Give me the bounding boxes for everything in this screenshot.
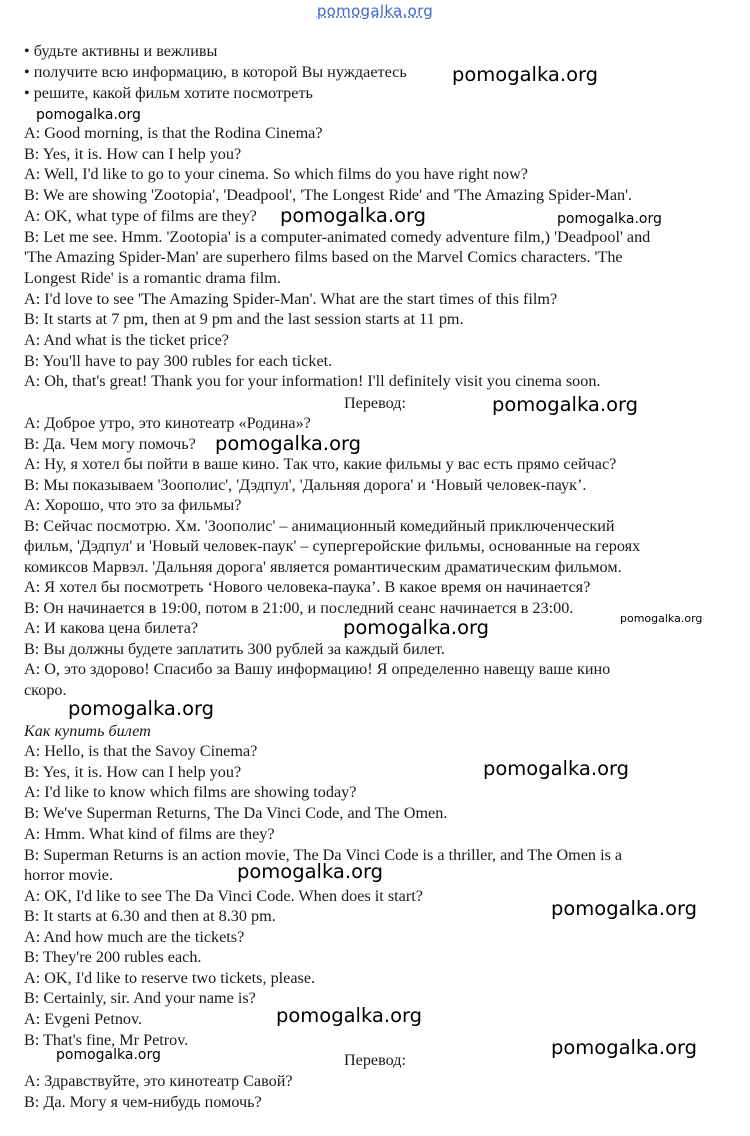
watermark: pomogalka.org [68,697,215,720]
dialogue-line: B: Let me see. Hmm. 'Zootopia' is a computer-animated comedy adventure film,) 'Deadpool' and [24,228,651,246]
dialogue-line: B: It starts at 7 pm, then at 9 pm and the last session starts at 11 pm. [24,310,464,328]
watermark: pomogalka.org [483,757,630,780]
dialogue-line: А: Доброе утро, это кинотеатр «Родина»? [24,414,311,432]
dialogue-line: B: Yes, it is. How can I help you? [24,145,242,163]
dialogue-line: A: OK, I'd like to see The Da Vinci Code. When does it start? [24,887,423,905]
dialogue-line: A: Well, I'd like to go to your cinema. So which films do you have right now? [24,165,528,183]
dialogue-line: A: OK, what type of films are they? [24,207,257,225]
bullet-line: • будьте активны и вежливы [24,42,218,60]
dialogue-line: A: OK, I'd like to reserve two tickets, please. [24,969,316,987]
watermark: pomogalka.org [492,393,639,416]
dialogue-line: В: Вы должны будете заплатить 300 рублей за каждый билет. [24,640,445,658]
dialogue-line: B: We are showing 'Zootopia', 'Deadpool', 'The Longest Ride' and 'The Amazing Spider-Man'. [24,186,633,204]
watermark: pomogalka.org [215,432,362,455]
translation-heading: Перевод: [343,1051,407,1069]
dialogue-line: Longest Ride' is a romantic drama film. [24,269,281,287]
watermark: pomogalka.org [551,897,698,920]
dialogue-line: horror movie. [24,866,114,884]
dialogue-line: B: Superman Returns is an action movie, The Da Vinci Code is a thriller, and The Omen is a [24,846,623,864]
site-header-link[interactable]: pomogalka.org [316,2,434,20]
watermark: pomogalka.org [276,1004,423,1027]
dialogue-line: А: Я хотел бы посмотреть ‘Нового человека-паука’. В какое время он начинается? [24,578,591,596]
dialogue-line: В: Мы показываем 'Зоополис', 'Дэдпул', 'Дальняя дорога' и ‘Новый человек-паук’. [24,476,587,494]
dialogue-line: A: And how much are the tickets? [24,928,245,946]
dialogue-line: B: That's fine, Mr Petrov. [24,1031,189,1049]
watermark: pomogalka.org [620,612,703,625]
dialogue-line: В: Да. Чем могу помочь? [24,435,196,453]
watermark: pomogalka.org [36,107,141,123]
dialogue-line: А: Здравствуйте, это кинотеатр Савой? [24,1072,293,1090]
dialogue-line: скоро. [24,681,67,699]
dialogue-line: B: Certainly, sir. And your name is? [24,989,256,1007]
dialogue-line: А: О, это здорово! Спасибо за Вашу информацию! Я определенно навещу ваше кино [24,660,611,678]
bullet-line: • решите, какой фильм хотите посмотреть [24,84,313,102]
dialogue-line: B: They're 200 rubles each. [24,948,202,966]
dialogue-line: A: Hmm. What kind of films are they? [24,825,275,843]
watermark: pomogalka.org [452,63,599,86]
dialogue-line: В: Он начинается в 19:00, потом в 21:00, и последний сеанс начинается в 23:00. [24,599,574,617]
watermark: pomogalka.org [557,211,662,227]
dialogue-line: A: I'd love to see 'The Amazing Spider-Man'. What are the start times of this film? [24,290,558,308]
dialogue-line: B: It starts at 6.30 and then at 8.30 pm. [24,907,276,925]
dialogue-line: A: I'd like to know which films are showing today? [24,783,357,801]
watermark: pomogalka.org [551,1036,698,1059]
dialogue-line: В: Сейчас посмотрю. Хм. 'Зоополис' – анимационный комедийный приключенческий [24,517,615,535]
dialogue-line: A: Good morning, is that the Rodina Cinema? [24,124,323,142]
dialogue-line: А: И какова цена билета? [24,619,199,637]
watermark: pomogalka.org [280,204,427,227]
section-heading: Как купить билет [24,722,151,740]
watermark: pomogalka.org [343,616,490,639]
dialogue-line: В: Да. Могу я чем-нибудь помочь? [24,1093,262,1111]
dialogue-line: 'The Amazing Spider-Man' are superhero films based on the Marvel Comics characters. 'The [24,248,623,266]
translation-heading: Перевод: [343,394,407,412]
dialogue-line: А: Хорошо, что это за фильмы? [24,496,242,514]
dialogue-line: A: Oh, that's great! Thank you for your information! I'll definitely visit you cinema soon. [24,372,601,390]
dialogue-line: A: And what is the ticket price? [24,331,229,349]
dialogue-line: A: Evgeni Petnov. [24,1010,143,1028]
dialogue-line: фильм, 'Дэдпул' и 'Новый человек-паук' – супергеройские фильмы, основанные на героях [24,537,641,555]
dialogue-line: B: Yes, it is. How can I help you? [24,763,242,781]
dialogue-line: B: We've Superman Returns, The Da Vinci Code, and The Omen. [24,804,448,822]
bullet-line: • получите всю информацию, в которой Вы нуждаетесь [24,63,407,81]
dialogue-line: A: Hello, is that the Savoy Cinema? [24,742,258,760]
dialogue-line: А: Ну, я хотел бы пойти в ваше кино. Так что, какие фильмы у вас есть прямо сейчас? [24,455,617,473]
dialogue-line: комиксов Марвэл. 'Дальняя дорога' является романтическим драматическим фильмом. [24,558,622,576]
dialogue-line: B: You'll have to pay 300 rubles for each ticket. [24,352,333,370]
watermark: pomogalka.org [56,1047,161,1063]
watermark: pomogalka.org [237,860,384,883]
